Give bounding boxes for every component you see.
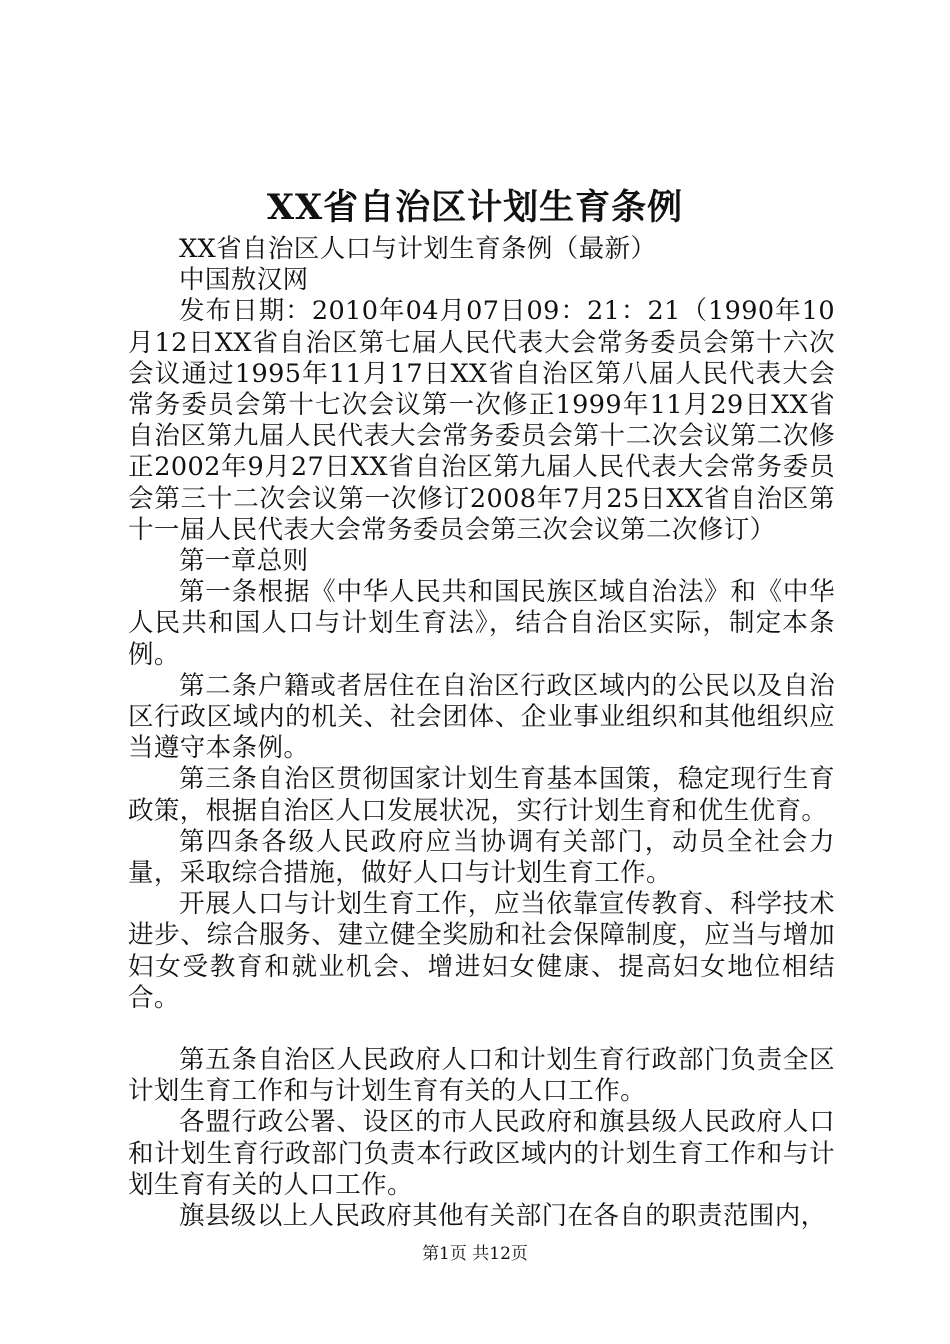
document-body xyxy=(128,234,835,1232)
paragraph-source: 中国敖汉网 xyxy=(179,265,309,296)
paragraph-article-5: 第五条自治区人民政府人口和计划生育行政部门负责全区计划生育工作和与计划生育有关的人口工作。 xyxy=(128,1045,835,1107)
paragraph-article-4: 第四条各级人民政府应当协调有关部门，动员全社会力量，采取综合措施，做好人口与计划生育工作。 xyxy=(128,826,835,889)
paragraph-subtitle: XX省自治区人口与计划生育条例（最新） xyxy=(179,234,657,264)
paragraph-article-1: 第一条根据《中华人民共和国民族区域自治法》和《中华人民共和国人口与计划生育法》，结合自治区实际，制定本条例。 xyxy=(128,577,835,670)
paragraph-article-5-cont-2: 旗县级以上人民政府其他有关部门在各自的职责范围内， xyxy=(179,1201,827,1232)
document-title: XX省自治区计划生育条例 xyxy=(266,187,684,228)
paragraph-chapter-heading: 第一章总则 xyxy=(179,546,309,577)
paragraph-article-4-cont: 开展人口与计划生育工作，应当依靠宣传教育、科学技术进步、综合服务、建立健全奖励和社会保障制度，应当与增加妇女受教育和就业机会、增进妇女健康、提高妇女地位相结合。 xyxy=(128,889,835,1013)
paragraph-article-3: 第三条自治区贯彻国家计划生育基本国策，稳定现行生育政策，根据自治区人口发展状况，实行计划生育和优生优育。 xyxy=(128,764,835,826)
paragraph-publish-info: 发布日期：2010年04月07日09：21：21（1990年10月12日XX省自治区第七届人民代表大会常务委员会第十六次会议通过1995年11月17日XX省自治区第八届人民代表大会常务委员会第十七次会议第一次修正1999年11月29日XX省自治区第九届人民代表大会常务委员会第十二次会议第二次修正2002年9月27日XX省自治区第九届人民代表大会常务委员会第三十二次会议第一次修订2008年7月25日XX省自治区第十一届人民代表大会常务委员会第三次会议第二次修订） xyxy=(128,296,835,545)
paragraph-article-2: 第二条户籍或者居住在自治区行政区域内的公民以及自治区行政区域内的机关、社会团体、企业事业组织和其他组织应当遵守本条例。 xyxy=(128,670,835,764)
paragraph-article-5-cont: 各盟行政公署、设区的市人民政府和旗县级人民政府人口和计划生育行政部门负责本行政区域内的计划生育工作和与计划生育有关的人口工作。 xyxy=(128,1107,835,1200)
page-footer: 第1页 共12页 xyxy=(422,1244,528,1264)
